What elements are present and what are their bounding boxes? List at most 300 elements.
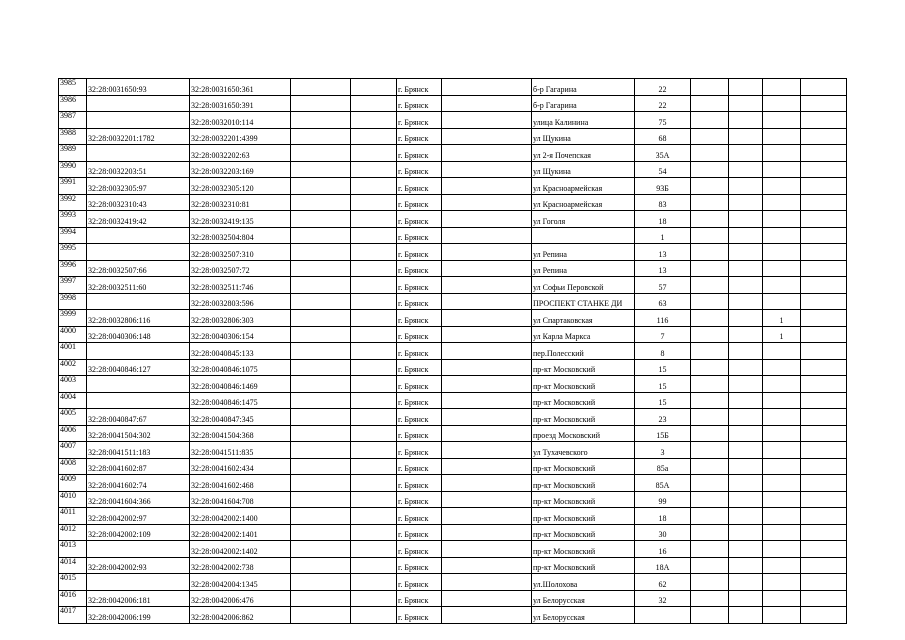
flag-cell [763,161,801,178]
city-cell: г. Брянск [397,326,442,343]
registry-table [58,78,847,624]
street-cell: ул Гоголя [532,211,635,228]
empty-cell [691,458,729,475]
empty-cell [801,607,847,624]
row-number-cell: 4002 [59,359,87,376]
empty-cell [801,211,847,228]
table-row [59,211,847,228]
land-cadastral-number-cell: 32:28:0041504:302 [87,425,190,442]
empty-cell [442,574,532,591]
street-cell: ул Репина [532,260,635,277]
empty-cell [691,475,729,492]
empty-cell [691,590,729,607]
empty-cell [801,145,847,162]
flag-cell [763,524,801,541]
empty-cell [351,343,397,360]
land-cadastral-number-cell: 32:28:0031650:93 [87,79,190,96]
empty-cell [801,574,847,591]
row-number-cell: 3997 [59,277,87,294]
land-cadastral-number-cell: 32:28:0042002:109 [87,524,190,541]
house-number-cell: 99 [635,491,691,508]
empty-cell [691,442,729,459]
empty-cell [291,590,351,607]
empty-cell [442,392,532,409]
empty-cell [351,112,397,129]
flag-cell [763,392,801,409]
empty-cell [442,293,532,310]
building-cadastral-number-cell: 32:28:0042002:1400 [190,508,291,525]
empty-cell [351,310,397,327]
house-number-cell: 63 [635,293,691,310]
land-cadastral-number-cell: 32:28:0032507:66 [87,260,190,277]
house-number-cell: 35А [635,145,691,162]
street-cell: пр-кт Московский [532,359,635,376]
street-cell: пр-кт Московский [532,508,635,525]
empty-cell [691,409,729,426]
building-cadastral-number-cell: 32:28:0041504:368 [190,425,291,442]
flag-cell [763,475,801,492]
empty-cell [351,227,397,244]
empty-cell [351,557,397,574]
empty-cell [291,359,351,376]
house-number-cell: 75 [635,112,691,129]
house-number-cell: 15Б [635,425,691,442]
empty-cell [351,260,397,277]
empty-cell [442,260,532,277]
row-number-cell: 3995 [59,244,87,261]
building-cadastral-number-cell: 32:28:0040846:1469 [190,376,291,393]
row-number-cell: 3993 [59,211,87,228]
city-cell: г. Брянск [397,376,442,393]
building-cadastral-number-cell: 32:28:0032806:303 [190,310,291,327]
empty-cell [442,161,532,178]
flag-cell [763,178,801,195]
empty-cell [729,211,763,228]
house-number-cell: 7 [635,326,691,343]
empty-cell [351,79,397,96]
house-number-cell: 1 [635,227,691,244]
building-cadastral-number-cell: 32:28:0032511:746 [190,277,291,294]
city-cell: г. Брянск [397,590,442,607]
empty-cell [801,112,847,129]
building-cadastral-number-cell: 32:28:0032203:169 [190,161,291,178]
city-cell: г. Брянск [397,442,442,459]
flag-cell [763,194,801,211]
empty-cell [351,145,397,162]
house-number-cell: 15 [635,392,691,409]
flag-cell [763,590,801,607]
empty-cell [729,227,763,244]
flag-cell: 1 [763,310,801,327]
table-row [59,79,847,96]
empty-cell [442,442,532,459]
table-row [59,293,847,310]
building-cadastral-number-cell: 32:28:0031650:391 [190,95,291,112]
street-cell [532,227,635,244]
land-cadastral-number-cell: 32:28:0032201:1782 [87,128,190,145]
house-number-cell: 30 [635,524,691,541]
row-number-cell: 4015 [59,574,87,591]
empty-cell [729,260,763,277]
table-row [59,277,847,294]
empty-cell [691,508,729,525]
city-cell: г. Брянск [397,409,442,426]
empty-cell [351,161,397,178]
empty-cell [442,607,532,624]
land-cadastral-number-cell [87,376,190,393]
empty-cell [351,128,397,145]
row-number-cell: 4009 [59,475,87,492]
empty-cell [442,227,532,244]
empty-cell [351,244,397,261]
street-cell: б-р Гагарина [532,79,635,96]
empty-cell [729,409,763,426]
empty-cell [729,112,763,129]
empty-cell [801,343,847,360]
city-cell: г. Брянск [397,359,442,376]
city-cell: г. Брянск [397,293,442,310]
empty-cell [691,293,729,310]
empty-cell [291,607,351,624]
building-cadastral-number-cell: 32:28:0040306:154 [190,326,291,343]
empty-cell [442,194,532,211]
house-number-cell: 68 [635,128,691,145]
empty-cell [691,244,729,261]
city-cell: г. Брянск [397,508,442,525]
empty-cell [442,244,532,261]
street-cell: пр-кт Московский [532,475,635,492]
empty-cell [729,161,763,178]
empty-cell [291,128,351,145]
building-cadastral-number-cell: 32:28:0040847:345 [190,409,291,426]
empty-cell [291,557,351,574]
empty-cell [442,178,532,195]
table-row [59,475,847,492]
row-number-cell: 4003 [59,376,87,393]
empty-cell [691,557,729,574]
empty-cell [691,359,729,376]
city-cell: г. Брянск [397,79,442,96]
flag-cell [763,227,801,244]
empty-cell [691,392,729,409]
table-row [59,541,847,558]
house-number-cell: 15 [635,359,691,376]
city-cell: г. Брянск [397,211,442,228]
house-number-cell: 116 [635,310,691,327]
empty-cell [691,128,729,145]
building-cadastral-number-cell: 32:28:0042006:476 [190,590,291,607]
empty-cell [801,409,847,426]
city-cell: г. Брянск [397,491,442,508]
city-cell: г. Брянск [397,244,442,261]
empty-cell [442,475,532,492]
land-cadastral-number-cell [87,541,190,558]
land-cadastral-number-cell: 32:28:0032419:42 [87,211,190,228]
empty-cell [442,95,532,112]
empty-cell [291,310,351,327]
building-cadastral-number-cell: 32:28:0041602:468 [190,475,291,492]
table-row [59,326,847,343]
empty-cell [729,79,763,96]
empty-cell [351,458,397,475]
empty-cell [351,326,397,343]
empty-cell [291,260,351,277]
street-cell: пр-кт Московский [532,409,635,426]
table-row [59,508,847,525]
flag-cell [763,442,801,459]
empty-cell [291,524,351,541]
table-row [59,590,847,607]
row-number-cell: 4012 [59,524,87,541]
empty-cell [442,145,532,162]
building-cadastral-number-cell: 32:28:0040845:133 [190,343,291,360]
street-cell: ул Белорусская [532,607,635,624]
land-cadastral-number-cell [87,244,190,261]
empty-cell [442,491,532,508]
empty-cell [691,178,729,195]
land-cadastral-number-cell: 32:28:0032511:60 [87,277,190,294]
land-cadastral-number-cell: 32:28:0032310:43 [87,194,190,211]
land-cadastral-number-cell: 32:28:0041604:366 [87,491,190,508]
building-cadastral-number-cell: 32:28:0041511:835 [190,442,291,459]
flag-cell [763,244,801,261]
land-cadastral-number-cell [87,95,190,112]
empty-cell [291,458,351,475]
empty-cell [442,277,532,294]
empty-cell [291,293,351,310]
empty-cell [729,574,763,591]
table-row [59,409,847,426]
flag-cell [763,607,801,624]
empty-cell [801,277,847,294]
empty-cell [291,392,351,409]
empty-cell [351,607,397,624]
empty-cell [691,95,729,112]
empty-cell [442,79,532,96]
row-number-cell: 4004 [59,392,87,409]
row-number-cell: 3994 [59,227,87,244]
flag-cell [763,574,801,591]
building-cadastral-number-cell: 32:28:0032202:63 [190,145,291,162]
city-cell: г. Брянск [397,161,442,178]
land-cadastral-number-cell: 32:28:0040846:127 [87,359,190,376]
table-row [59,442,847,459]
empty-cell [351,541,397,558]
land-cadastral-number-cell [87,145,190,162]
empty-cell [729,376,763,393]
empty-cell [291,343,351,360]
empty-cell [291,178,351,195]
empty-cell [442,112,532,129]
land-cadastral-number-cell [87,227,190,244]
street-cell: ул Красноармейская [532,178,635,195]
row-number-cell: 4005 [59,409,87,426]
table-row [59,607,847,624]
empty-cell [691,326,729,343]
empty-cell [729,359,763,376]
empty-cell [351,491,397,508]
empty-cell [729,425,763,442]
table-row [59,128,847,145]
land-cadastral-number-cell: 32:28:0041511:183 [87,442,190,459]
empty-cell [691,310,729,327]
street-cell: пр-кт Московский [532,392,635,409]
empty-cell [801,541,847,558]
house-number-cell: 85А [635,475,691,492]
house-number-cell: 23 [635,409,691,426]
table-row [59,458,847,475]
empty-cell [291,227,351,244]
street-cell: ул.Шолохова [532,574,635,591]
flag-cell [763,508,801,525]
row-number-cell: 4010 [59,491,87,508]
building-cadastral-number-cell: 32:28:0040846:1075 [190,359,291,376]
street-cell: ул Спартаковская [532,310,635,327]
empty-cell [291,244,351,261]
empty-cell [442,343,532,360]
flag-cell [763,128,801,145]
empty-cell [729,244,763,261]
city-cell: г. Брянск [397,227,442,244]
land-cadastral-number-cell: 32:28:0040306:148 [87,326,190,343]
empty-cell [729,590,763,607]
street-cell: пр-кт Московский [532,491,635,508]
table-row [59,244,847,261]
empty-cell [729,178,763,195]
empty-cell [729,442,763,459]
city-cell: г. Брянск [397,425,442,442]
empty-cell [729,541,763,558]
empty-cell [801,475,847,492]
flag-cell [763,425,801,442]
empty-cell [442,541,532,558]
city-cell: г. Брянск [397,458,442,475]
empty-cell [351,392,397,409]
row-number-cell: 3989 [59,145,87,162]
street-cell: ул Тухачевского [532,442,635,459]
house-number-cell: 18А [635,557,691,574]
empty-cell [729,557,763,574]
empty-cell [351,194,397,211]
empty-cell [691,425,729,442]
row-number-cell: 4007 [59,442,87,459]
land-cadastral-number-cell: 32:28:0042002:97 [87,508,190,525]
street-cell: пер.Полесский [532,343,635,360]
house-number-cell: 83 [635,194,691,211]
empty-cell [801,178,847,195]
empty-cell [442,359,532,376]
empty-cell [291,574,351,591]
empty-cell [351,376,397,393]
empty-cell [729,491,763,508]
street-cell: ул 2-я Почепская [532,145,635,162]
city-cell: г. Брянск [397,574,442,591]
empty-cell [801,95,847,112]
flag-cell [763,277,801,294]
empty-cell [729,508,763,525]
street-cell: б-р Гагарина [532,95,635,112]
table-row [59,260,847,277]
empty-cell [729,524,763,541]
empty-cell [691,79,729,96]
empty-cell [291,145,351,162]
table-row [59,425,847,442]
empty-cell [691,491,729,508]
city-cell: г. Брянск [397,277,442,294]
empty-cell [351,277,397,294]
house-number-cell: 13 [635,244,691,261]
building-cadastral-number-cell: 32:28:0032305:120 [190,178,291,195]
street-cell: улица Калинина [532,112,635,129]
flag-cell [763,211,801,228]
empty-cell [351,475,397,492]
street-cell: пр-кт Московский [532,524,635,541]
empty-cell [442,458,532,475]
building-cadastral-number-cell: 32:28:0032507:310 [190,244,291,261]
land-cadastral-number-cell: 32:28:0042006:199 [87,607,190,624]
row-number-cell: 3992 [59,194,87,211]
empty-cell [801,392,847,409]
flag-cell [763,79,801,96]
empty-cell [729,343,763,360]
table-row [59,491,847,508]
building-cadastral-number-cell: 32:28:0032010:114 [190,112,291,129]
empty-cell [729,194,763,211]
empty-cell [729,128,763,145]
row-number-cell: 4000 [59,326,87,343]
city-cell: г. Брянск [397,95,442,112]
empty-cell [442,128,532,145]
empty-cell [351,211,397,228]
empty-cell [351,524,397,541]
empty-cell [291,376,351,393]
row-number-cell: 4017 [59,607,87,624]
city-cell: г. Брянск [397,128,442,145]
city-cell: г. Брянск [397,557,442,574]
empty-cell [351,409,397,426]
flag-cell [763,112,801,129]
empty-cell [801,326,847,343]
empty-cell [691,376,729,393]
table-row [59,194,847,211]
flag-cell [763,491,801,508]
row-number-cell: 3986 [59,95,87,112]
house-number-cell: 22 [635,95,691,112]
empty-cell [691,541,729,558]
building-cadastral-number-cell: 32:28:0042002:1402 [190,541,291,558]
land-cadastral-number-cell: 32:28:0032305:97 [87,178,190,195]
flag-cell [763,376,801,393]
flag-cell [763,145,801,162]
empty-cell [801,442,847,459]
flag-cell [763,343,801,360]
land-cadastral-number-cell [87,574,190,591]
empty-cell [801,359,847,376]
house-number-cell: 18 [635,211,691,228]
row-number-cell: 4001 [59,343,87,360]
row-number-cell: 4016 [59,590,87,607]
city-cell: г. Брянск [397,607,442,624]
land-cadastral-number-cell: 32:28:0040847:67 [87,409,190,426]
empty-cell [801,310,847,327]
table-row [59,112,847,129]
city-cell: г. Брянск [397,194,442,211]
empty-cell [351,425,397,442]
house-number-cell: 93Б [635,178,691,195]
house-number-cell: 32 [635,590,691,607]
row-number-cell: 3998 [59,293,87,310]
empty-cell [801,508,847,525]
